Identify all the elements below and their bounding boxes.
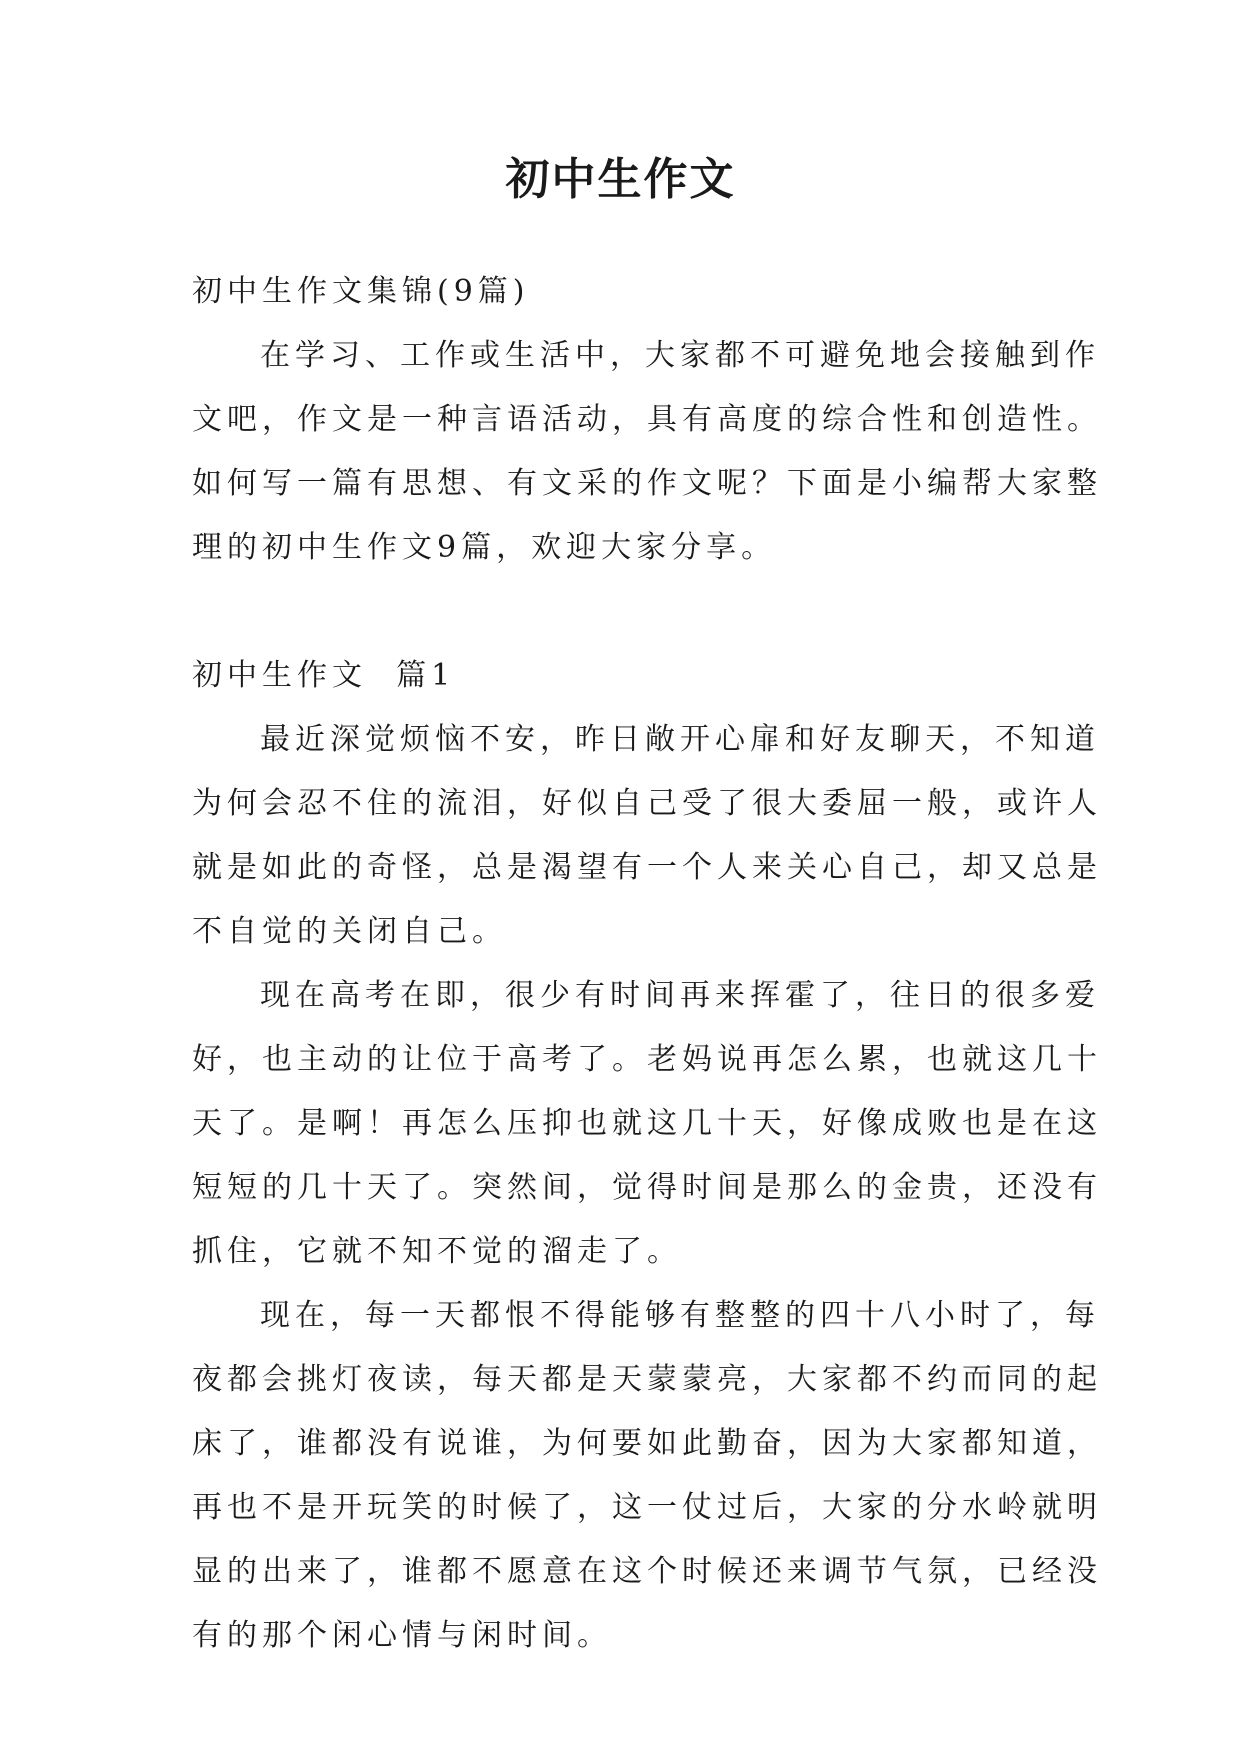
paragraph-3	[192, 1284, 1102, 1668]
section-spacer	[192, 580, 1052, 644]
paragraph-1	[192, 708, 1102, 964]
text-line: 显的出来了，谁都不愿意在这个时候还来调节气氛，已经没	[192, 1554, 1102, 1589]
text-line: 如何写一篇有思想、有文采的作文呢？下面是小编帮大家整	[192, 466, 1102, 501]
text-line: 文吧，作文是一种言语活动，具有高度的综合性和创造性。	[192, 402, 1102, 437]
intro-paragraph	[192, 324, 1102, 580]
text-line: 短短的几十天了。突然间，觉得时间是那么的金贵，还没有	[192, 1170, 1102, 1205]
text-line: 好，也主动的让位于高考了。老妈说再怎么累，也就这几十	[192, 1042, 1102, 1077]
text-line: 有的那个闲心情与闲时间。	[192, 1618, 612, 1653]
text-line: 天了。是啊！再怎么压抑也就这几十天，好像成败也是在这	[192, 1106, 1102, 1141]
text-line: 床了，谁都没有说谁，为何要如此勤奋，因为大家都知道，	[192, 1426, 1102, 1461]
section-heading: 初中生作文 篇1	[192, 658, 456, 693]
text-line: 抓住，它就不知不觉的溜走了。	[192, 1234, 682, 1269]
text-line: 理的初中生作文9篇，欢迎大家分享。	[192, 530, 777, 565]
text-line: 夜都会挑灯夜读，每天都是天蒙蒙亮，大家都不约而同的起	[192, 1362, 1102, 1397]
document-body	[192, 260, 1102, 1668]
collection-subtitle: 初中生作文集锦(9篇)	[192, 274, 530, 309]
text-line: 现在高考在即，很少有时间再来挥霍了，往日的很多爱	[260, 978, 1100, 1013]
text-line: 为何会忍不住的流泪，好似自己受了很大委屈一般，或许人	[192, 786, 1102, 821]
text-line: 在学习、工作或生活中，大家都不可避免地会接触到作	[260, 338, 1100, 373]
text-line: 就是如此的奇怪，总是渴望有一个人来关心自己，却又总是	[192, 850, 1102, 885]
text-line: 不自觉的关闭自己。	[192, 914, 507, 949]
paragraph-2	[192, 964, 1102, 1284]
text-line: 再也不是开玩笑的时候了，这一仗过后，大家的分水岭就明	[192, 1490, 1102, 1525]
text-line: 现在，每一天都恨不得能够有整整的四十八小时了，每	[260, 1298, 1100, 1333]
text-line: 最近深觉烦恼不安，昨日敞开心扉和好友聊天，不知道	[260, 722, 1100, 757]
document-title: 初中生作文	[505, 154, 736, 205]
